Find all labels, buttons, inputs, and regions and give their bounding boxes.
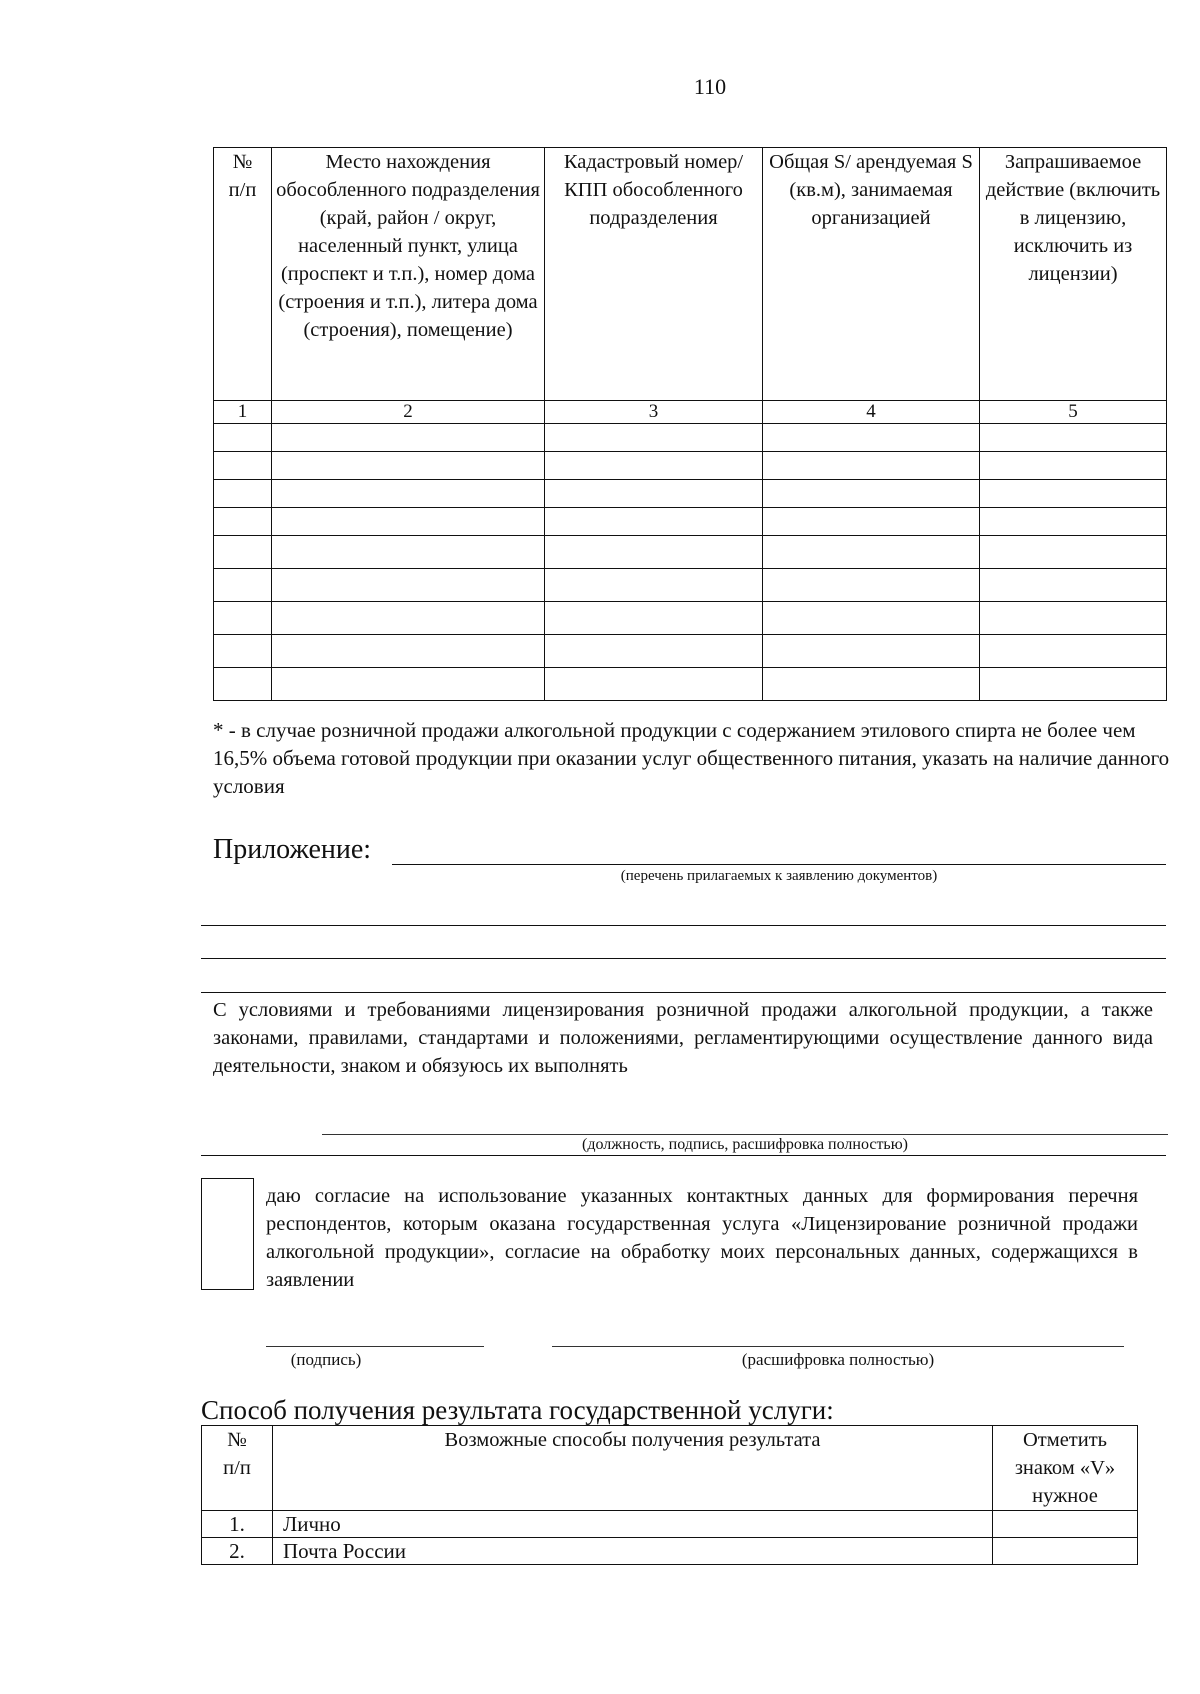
table-row xyxy=(214,536,1167,569)
table-cell[interactable] xyxy=(214,536,272,569)
premises-table-header-row xyxy=(214,148,1167,401)
appendix-line[interactable] xyxy=(201,925,1166,926)
table-cell[interactable] xyxy=(763,668,980,701)
header-row-number: № п/п xyxy=(202,1426,273,1511)
row-number: 1. xyxy=(202,1511,273,1538)
table-cell[interactable] xyxy=(545,480,763,508)
result-method-table xyxy=(201,1425,1138,1565)
header-area: Общая S/ арендуемая S (кв.м), занимаемая организацией xyxy=(763,148,980,401)
table-cell[interactable] xyxy=(763,452,980,480)
table-cell[interactable] xyxy=(980,569,1167,602)
table-row xyxy=(214,424,1167,452)
table-cell[interactable] xyxy=(272,668,545,701)
table-cell[interactable] xyxy=(272,508,545,536)
position-signature-caption: (должность, подпись, расшифровка полностью) xyxy=(581,1136,909,1153)
table-cell[interactable] xyxy=(272,569,545,602)
table-cell[interactable] xyxy=(763,602,980,635)
position-signature-line[interactable] xyxy=(322,1134,1168,1135)
table-cell[interactable] xyxy=(763,480,980,508)
table-cell[interactable] xyxy=(980,635,1167,668)
table-row xyxy=(214,602,1167,635)
mark-cell[interactable] xyxy=(993,1511,1138,1538)
table-cell[interactable] xyxy=(980,424,1167,452)
header-cadastral-number: Кадастровый номер/КПП обособленного подразделения xyxy=(545,148,763,401)
consent-text: даю согласие на использование указанных контактных данных для формирования перечня респондентов, которым оказана государственная услуга «Лицензирование розничной продажи алкогольной продукции», согласие на обработку моих персональных данных, содержащихся в заявлении xyxy=(266,1185,1138,1291)
table-row xyxy=(214,668,1167,701)
table-cell[interactable] xyxy=(763,508,980,536)
table-cell[interactable] xyxy=(545,508,763,536)
table-cell[interactable] xyxy=(763,569,980,602)
table-cell[interactable] xyxy=(980,536,1167,569)
table-cell[interactable] xyxy=(272,424,545,452)
table-cell[interactable] xyxy=(272,452,545,480)
table-cell[interactable] xyxy=(272,602,545,635)
table-cell[interactable] xyxy=(272,536,545,569)
appendix-line[interactable] xyxy=(201,958,1166,959)
result-method-title: Способ получения результата государственной услуги: xyxy=(201,1395,834,1425)
mark-cell[interactable] xyxy=(993,1538,1138,1565)
table-cell[interactable] xyxy=(545,452,763,480)
name-line[interactable] xyxy=(552,1346,1124,1347)
column-number: 3 xyxy=(545,401,763,424)
table-cell[interactable] xyxy=(545,668,763,701)
row-number: 2. xyxy=(202,1538,273,1565)
method-name: Почта России xyxy=(273,1538,993,1565)
table-cell[interactable] xyxy=(545,424,763,452)
table-cell[interactable] xyxy=(214,569,272,602)
header-requested-action: Запрашиваемое действие (включить в лицензию, исключить из лицензии) xyxy=(980,148,1167,401)
column-number: 5 xyxy=(980,401,1167,424)
appendix-line[interactable] xyxy=(392,864,1166,865)
table-row xyxy=(202,1538,1138,1565)
table-cell[interactable] xyxy=(272,480,545,508)
method-name: Лично xyxy=(273,1511,993,1538)
table-row xyxy=(214,452,1167,480)
appendix-line[interactable] xyxy=(201,992,1166,993)
table-cell[interactable] xyxy=(763,424,980,452)
table-cell[interactable] xyxy=(214,452,272,480)
premises-table xyxy=(213,147,1167,701)
column-number-row xyxy=(214,401,1167,424)
signature-caption: (подпись) xyxy=(290,1350,362,1369)
footnote: * - в случае розничной продажи алкогольной продукции с содержанием этилового спирта не более чем 16,5% объема готовой продукции при оказании услуг общественного питания, указать на наличие данного условия xyxy=(213,718,1170,798)
table-row xyxy=(214,635,1167,668)
table-cell[interactable] xyxy=(980,602,1167,635)
signature-line[interactable] xyxy=(266,1346,484,1347)
divider xyxy=(201,1155,1166,1156)
table-cell[interactable] xyxy=(980,668,1167,701)
page-number: 110 xyxy=(693,74,727,99)
table-cell[interactable] xyxy=(214,668,272,701)
table-row xyxy=(214,569,1167,602)
header-location: Место нахождения обособленного подразделения (край, район / округ, населенный пункт, улица (проспект и т.п.), номер дома (строения и т.п.), литера дома (строения), помещение) xyxy=(272,148,545,401)
table-cell[interactable] xyxy=(545,569,763,602)
result-method-header-row xyxy=(202,1426,1138,1511)
consent-checkbox[interactable] xyxy=(201,1178,254,1290)
table-cell[interactable] xyxy=(545,602,763,635)
column-number: 4 xyxy=(763,401,980,424)
name-caption: (расшифровка полностью) xyxy=(741,1350,935,1369)
conditions-text: С условиями и требованиями лицензирования розничной продажи алкогольной продукции, а также законами, правилами, стандартами и положениями, регламентирующими осуществление данного вида деятельности, знаком и обязуюсь их выполнять xyxy=(213,999,1153,1077)
table-cell[interactable] xyxy=(214,635,272,668)
table-row xyxy=(202,1511,1138,1538)
header-method: Возможные способы получения результата xyxy=(273,1426,993,1511)
table-cell[interactable] xyxy=(980,480,1167,508)
table-cell[interactable] xyxy=(272,635,545,668)
table-cell[interactable] xyxy=(214,480,272,508)
column-number: 1 xyxy=(214,401,272,424)
table-cell[interactable] xyxy=(214,424,272,452)
appendix-caption: (перечень прилагаемых к заявлению документов) xyxy=(620,868,938,884)
header-mark: Отметить знаком «V» нужное xyxy=(993,1426,1138,1511)
column-number: 2 xyxy=(272,401,545,424)
table-cell[interactable] xyxy=(980,452,1167,480)
table-row xyxy=(214,508,1167,536)
table-cell[interactable] xyxy=(545,536,763,569)
table-row xyxy=(214,480,1167,508)
appendix-label: Приложение: xyxy=(213,834,372,865)
table-cell[interactable] xyxy=(545,635,763,668)
table-cell[interactable] xyxy=(763,536,980,569)
table-cell[interactable] xyxy=(763,635,980,668)
table-cell[interactable] xyxy=(214,508,272,536)
table-cell[interactable] xyxy=(214,602,272,635)
header-row-number: № п/п xyxy=(214,148,272,401)
table-cell[interactable] xyxy=(980,508,1167,536)
